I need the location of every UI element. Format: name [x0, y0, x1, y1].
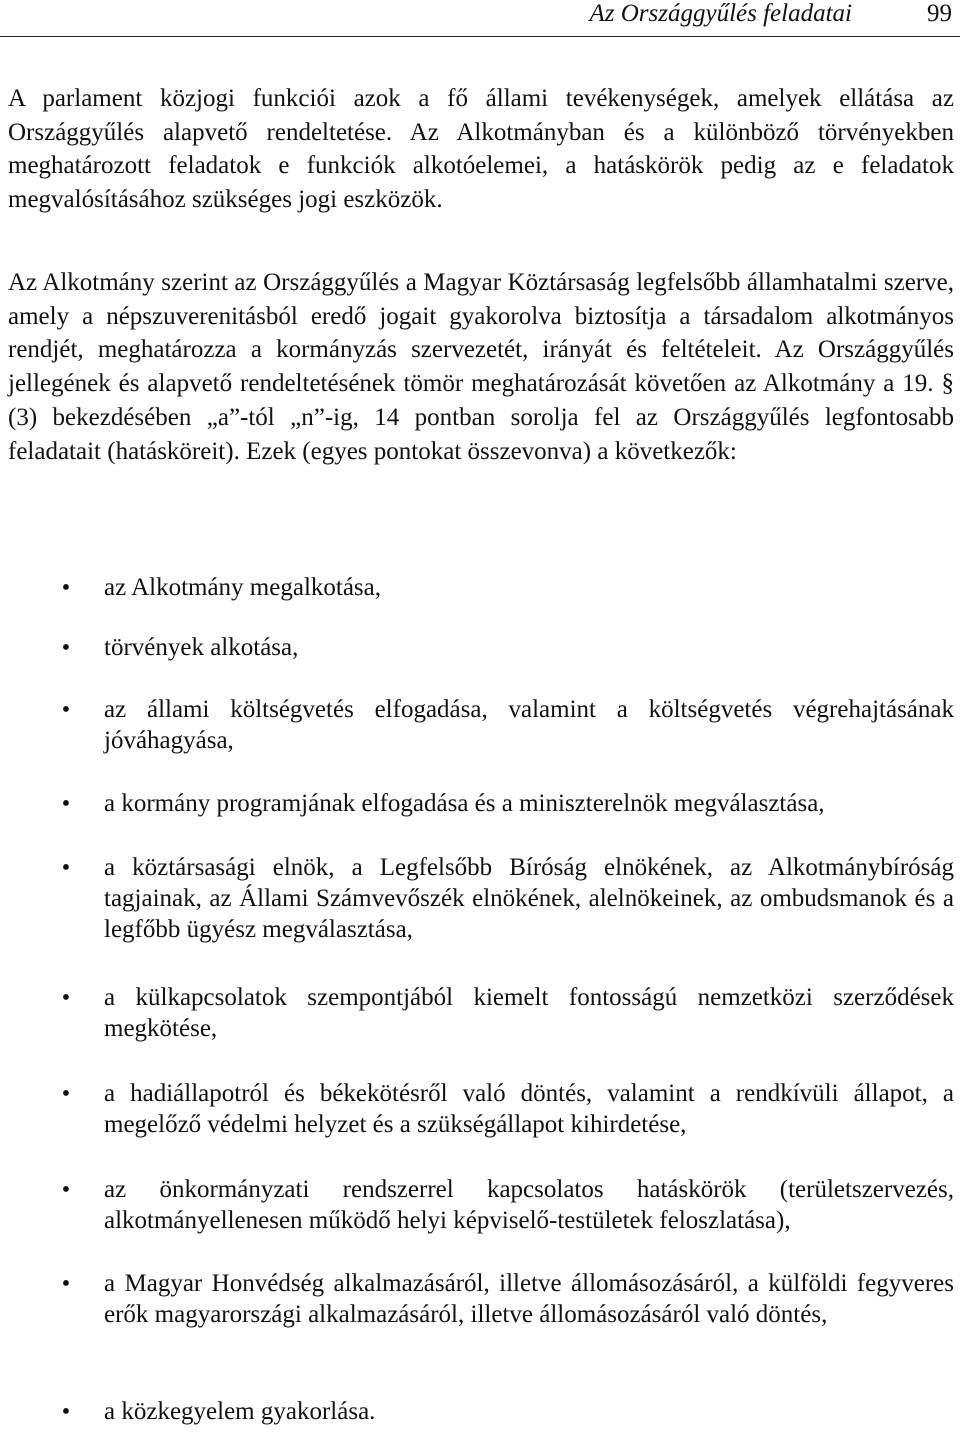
bullet-icon: •	[61, 985, 71, 1011]
paragraph-constitution: Az Alkotmány szerint az Országgyűlés a Magyar Köztársaság legfelsőbb államhatalmi szerve, amely a népszuverenitásból eredő jogait gyakorolva biztosítja a társadalom alkotmányos rendjét, meghatározza a kormányzás szervezetét, irányát és feltételeit. Az Országgyűlés jellegének és alapvető rendeltetésének tömör meghatározását követően az Alkotmány a 19. § (3) bekezdésében „a”-tól „n”-ig, 14 pontban sorolja fel az Országgyűlés legfontosabb feladatait (hatásköreit). Ezek (egyes pontokat összevonva) a következők:	[8, 269, 954, 465]
list-item-text: az állami költségvetés elfogadása, valamint a költségvetés végrehajtásának jóváhagyása,	[104, 696, 954, 754]
list-item-text: a hadiállapotról és békekötésről való döntés, valamint a rendkívüli állapot, a megelőző védelmi helyzet és a szükségállapot kihirdetése,	[104, 1080, 954, 1138]
running-header	[0, 0, 960, 37]
bullet-icon: •	[61, 1081, 71, 1107]
page-number: 99	[927, 0, 952, 27]
bullet-icon: •	[61, 791, 71, 817]
bullet-icon: •	[61, 855, 71, 881]
list-item-text: a Magyar Honvédség alkalmazásáról, illetve állomásozásáról, a külföldi fegyveres erők magyarországi alkalmazásáról, illetve állomásozásáról való döntés,	[104, 1270, 954, 1328]
list-item-text: a köztársasági elnök, a Legfelsőbb Bíróság elnökének, az Alkotmánybíróság tagjainak, az Állami Számvevőszék elnökének, alelnökeinek, az ombudsmanok és a legfőbb ügyész megválasztása,	[104, 854, 954, 943]
bullet-icon: •	[61, 1271, 71, 1297]
list-item-text: a közkegyelem gyakorlása.	[104, 1398, 376, 1425]
bullet-icon: •	[61, 697, 71, 723]
bullet-icon: •	[61, 1177, 71, 1203]
chapter-title: Az Országgyűlés feladatai	[589, 0, 852, 27]
list-item-text: a kormány programjának elfogadása és a miniszterelnök megválasztása,	[104, 790, 825, 817]
paragraph-intro: A parlament közjogi funkciói azok a fő állami tevékenységek, amelyek ellátása az Országgyűlés alapvető rendeltetése. Az Alkotmányban és a különböző törvényekben meghatározott feladatok e funkciók alkotóelemei, a hatáskörök pedig az e feladatok megvalósításához szükséges jogi eszközök.	[8, 85, 954, 214]
list-item-text: az Alkotmány megalkotása,	[104, 574, 382, 601]
bullet-icon: •	[61, 575, 71, 601]
bullet-icon: •	[61, 1399, 71, 1425]
list-item-text: a külkapcsolatok szempontjából kiemelt fontosságú nemzetközi szerződések megkötése,	[104, 984, 954, 1042]
bullet-icon: •	[61, 635, 71, 661]
list-item-text: törvények alkotása,	[104, 634, 299, 661]
list-item-text: az önkormányzati rendszerrel kapcsolatos hatáskörök (területszervezés, alkotmányellenesen működő helyi képviselő-testületek feloszlatása),	[104, 1176, 954, 1234]
